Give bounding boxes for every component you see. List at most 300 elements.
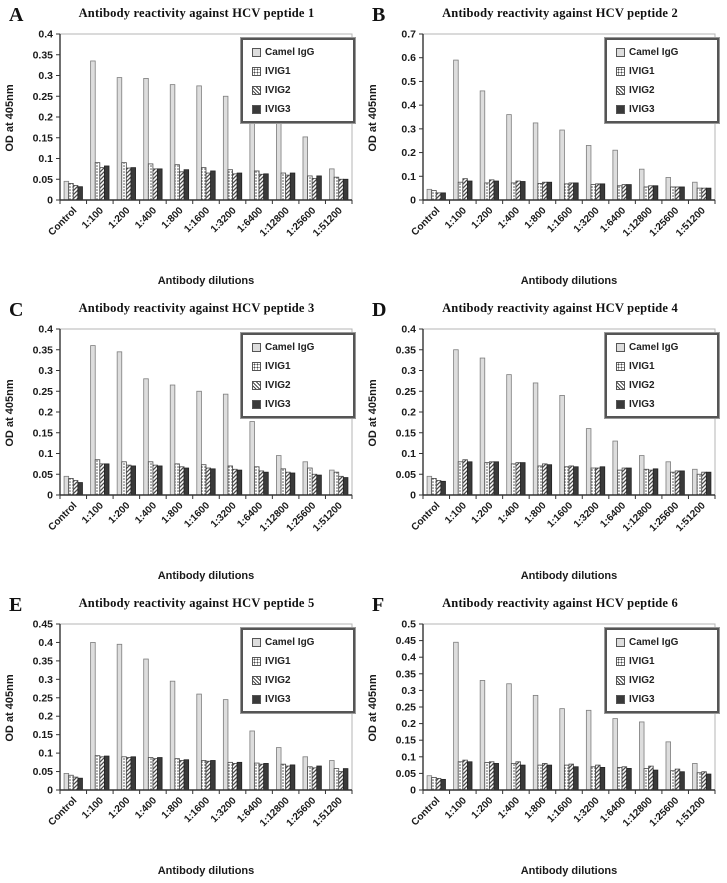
bar-ivig2 (542, 763, 547, 790)
bar-camel-igg (586, 429, 591, 495)
legend-label: IVIG2 (629, 85, 655, 96)
bar-ivig2 (436, 480, 441, 495)
x-tick-label: 1:1600 (182, 205, 213, 236)
bar-ivig1 (697, 773, 702, 790)
bar-ivig3 (706, 188, 711, 200)
bar-camel-igg (223, 394, 228, 495)
bar-camel-igg (117, 352, 122, 495)
bar-ivig3 (131, 168, 136, 200)
y-tick-label: 0.35 (32, 344, 53, 357)
bar-ivig3 (706, 774, 711, 790)
bar-ivig2 (463, 760, 468, 790)
y-tick-label: 0.3 (38, 673, 53, 686)
bar-ivig2 (233, 469, 238, 495)
legend-label: IVIG3 (265, 694, 291, 705)
y-tick-label: 0.3 (401, 684, 416, 697)
legend-label: IVIG2 (629, 380, 655, 391)
y-tick-label: 0.2 (38, 710, 53, 723)
bar-ivig3 (290, 473, 295, 495)
chart-title: Antibody reactivity against HCV peptide 2 (442, 6, 678, 20)
x-tick-label: 1:12800 (258, 500, 292, 535)
bar-ivig1 (148, 164, 153, 200)
legend-label: IVIG1 (629, 656, 655, 667)
bar-camel-igg (560, 709, 565, 790)
bar-ivig2 (286, 766, 291, 790)
bar-ivig1 (122, 462, 127, 495)
bar-ivig1 (148, 462, 153, 495)
bar-ivig2 (596, 468, 601, 495)
y-tick-label: 0.1 (38, 747, 53, 760)
legend-label: IVIG2 (629, 675, 655, 686)
legend-item (616, 66, 708, 77)
bar-ivig3 (78, 778, 83, 790)
legend (241, 38, 355, 123)
legend-item (616, 380, 708, 391)
y-tick-label: 0.25 (395, 385, 416, 398)
bar-ivig1 (228, 762, 233, 790)
bar-ivig2 (436, 778, 441, 790)
legend-label: IVIG2 (265, 380, 291, 391)
bar-ivig2 (153, 465, 158, 495)
bar-camel-igg (533, 695, 538, 790)
y-tick-label: 0.3 (38, 70, 53, 82)
bar-ivig3 (467, 762, 472, 790)
bar-ivig3 (494, 462, 499, 495)
bar-ivig1 (511, 763, 516, 790)
panel-letter: C (9, 299, 24, 321)
legend-item (252, 104, 344, 115)
bar-camel-igg (480, 680, 485, 790)
panel-letter: E (9, 594, 23, 616)
y-tick-label: 0.1 (401, 448, 416, 460)
x-tick-label: 1:51200 (311, 500, 345, 535)
bar-ivig2 (649, 186, 654, 200)
y-axis-label: OD at 405nm (367, 379, 379, 447)
bar-ivig2 (206, 468, 211, 495)
x-tick-label: 1:3200 (208, 795, 239, 826)
legend-item (252, 656, 344, 667)
x-tick-label: Control (46, 795, 80, 829)
y-tick-label: 0.5 (401, 75, 416, 88)
bar-ivig2 (489, 762, 494, 790)
chart-title: Antibody reactivity against HCV peptide 1 (78, 6, 315, 20)
x-tick-label: 1:100 (443, 795, 469, 822)
y-tick-label: 0.2 (401, 718, 416, 731)
bar-ivig3 (680, 471, 685, 495)
legend-swatch-ivig3 (616, 695, 625, 704)
bar-ivig2 (569, 764, 574, 790)
x-tick-label: 1:12800 (621, 795, 655, 830)
panel-letter: F (372, 594, 385, 616)
panel-b (363, 0, 727, 295)
legend-swatch-ivig2 (616, 676, 625, 685)
legend-label: IVIG1 (629, 361, 655, 372)
bar-camel-igg (586, 710, 591, 790)
bar-camel-igg (330, 169, 335, 200)
bar-camel-igg (507, 115, 512, 200)
bar-ivig3 (680, 772, 685, 790)
bar-ivig1 (308, 468, 313, 495)
bar-ivig2 (100, 168, 105, 200)
bar-ivig3 (343, 179, 348, 200)
legend-item (616, 399, 708, 410)
bar-camel-igg (144, 78, 149, 200)
x-tick-label: 1:3200 (571, 205, 602, 236)
y-tick-label: 0.1 (401, 751, 416, 764)
bar-ivig2 (339, 772, 344, 790)
legend-item (616, 694, 708, 705)
legend-item (616, 47, 708, 58)
bar-ivig2 (622, 767, 627, 790)
x-tick-label: 1:1600 (545, 795, 576, 826)
bar-ivig2 (702, 188, 707, 200)
x-tick-label: 1:400 (133, 205, 160, 232)
x-tick-label: 1:200 (469, 205, 496, 232)
bar-ivig3 (706, 472, 711, 495)
bar-ivig1 (644, 768, 649, 790)
bar-ivig1 (432, 777, 437, 790)
bar-ivig2 (542, 464, 547, 495)
x-tick-label: 1:1600 (545, 205, 576, 236)
bar-ivig3 (441, 193, 446, 200)
bar-ivig3 (467, 462, 472, 495)
bar-ivig3 (574, 767, 579, 790)
bar-ivig1 (334, 472, 339, 495)
legend-swatch-ivig2 (252, 676, 261, 685)
bar-ivig2 (73, 185, 78, 200)
bar-ivig1 (564, 467, 569, 495)
bar-ivig3 (184, 760, 189, 790)
bar-ivig1 (617, 186, 622, 200)
bar-ivig3 (211, 760, 216, 790)
bar-ivig2 (675, 471, 680, 495)
bar-ivig3 (494, 181, 499, 200)
panel-c (0, 295, 363, 590)
bar-camel-igg (507, 684, 512, 790)
bar-ivig3 (343, 769, 348, 790)
x-tick-label: 1:25600 (284, 795, 319, 830)
bar-camel-igg (64, 476, 69, 495)
legend-label: IVIG3 (629, 104, 655, 115)
bar-camel-igg (533, 383, 538, 495)
y-axis-label: OD at 405nm (4, 674, 16, 742)
panel-f (363, 590, 727, 883)
bar-ivig1 (458, 762, 463, 790)
bar-ivig3 (467, 181, 472, 200)
y-tick-label: 0.3 (401, 365, 416, 377)
bar-ivig2 (259, 764, 264, 790)
bar-ivig3 (237, 470, 242, 495)
y-tick-label: 0.6 (401, 52, 416, 65)
legend-label: IVIG1 (265, 656, 291, 667)
bar-ivig3 (78, 483, 83, 495)
legend-label: IVIG2 (265, 675, 291, 686)
y-tick-label: 0.35 (32, 49, 53, 62)
bar-camel-igg (693, 469, 698, 495)
bar-ivig3 (158, 466, 163, 495)
legend-item (616, 85, 708, 96)
bar-camel-igg (560, 395, 565, 495)
y-tick-label: 0.05 (32, 468, 53, 481)
x-tick-label: 1:800 (159, 500, 186, 527)
bar-ivig2 (153, 759, 158, 790)
legend-item (616, 656, 708, 667)
bar-ivig2 (179, 760, 184, 790)
x-axis-label: Antibody dilutions (157, 570, 255, 582)
x-tick-label: 1:800 (522, 795, 549, 822)
y-tick-label: 0 (410, 489, 416, 502)
x-tick-label: 1:400 (133, 500, 160, 527)
y-tick-label: 0.15 (395, 734, 416, 747)
bar-ivig2 (153, 169, 158, 200)
chart-title: Antibody reactivity against HCV peptide 4 (442, 301, 678, 315)
x-tick-label: 1:100 (80, 205, 106, 232)
bar-ivig1 (591, 767, 596, 790)
bar-ivig3 (653, 186, 658, 200)
y-axis-label: OD at 405nm (367, 84, 379, 152)
bar-ivig3 (104, 166, 109, 200)
bar-ivig1 (308, 176, 313, 200)
x-tick-label: 1:800 (159, 795, 186, 822)
bar-camel-igg (250, 422, 255, 495)
legend-swatch-camel-igg (616, 638, 625, 647)
bar-ivig1 (69, 183, 74, 200)
bar-camel-igg (64, 181, 69, 200)
bar-camel-igg (276, 748, 281, 790)
bar-camel-igg (91, 642, 96, 790)
bar-ivig1 (281, 469, 286, 495)
bar-ivig3 (521, 765, 526, 790)
x-tick-label: 1:400 (496, 795, 523, 822)
bar-camel-igg (639, 722, 644, 790)
bar-ivig3 (131, 466, 136, 495)
bar-ivig3 (494, 763, 499, 790)
bar-ivig3 (627, 468, 632, 495)
bar-camel-igg (223, 96, 228, 200)
bar-ivig1 (644, 187, 649, 200)
x-tick-label: 1:200 (469, 500, 496, 527)
legend-swatch-ivig1 (616, 362, 625, 371)
bar-ivig1 (458, 462, 463, 495)
bar-camel-igg (303, 137, 308, 200)
y-axis-label: OD at 405nm (4, 379, 16, 447)
y-tick-label: 0.25 (32, 90, 53, 103)
x-tick-label: Control (409, 500, 443, 534)
legend-item (252, 637, 344, 648)
bar-camel-igg (276, 456, 281, 495)
bar-ivig2 (649, 470, 654, 495)
bar-ivig2 (622, 468, 627, 495)
x-tick-label: 1:25600 (647, 500, 682, 535)
legend-swatch-ivig1 (252, 657, 261, 666)
bar-ivig3 (158, 169, 163, 200)
bar-ivig3 (131, 757, 136, 790)
bar-ivig2 (516, 463, 521, 495)
y-tick-label: 0.05 (32, 173, 53, 186)
bar-camel-igg (454, 350, 459, 495)
bar-camel-igg (533, 123, 538, 200)
bar-ivig3 (104, 464, 109, 495)
bar-ivig3 (317, 176, 322, 200)
bar-ivig2 (596, 765, 601, 790)
x-tick-label: Control (409, 205, 443, 239)
bar-camel-igg (560, 130, 565, 200)
bar-ivig3 (264, 174, 269, 200)
y-tick-label: 0.4 (38, 28, 53, 41)
bar-ivig1 (308, 767, 313, 790)
y-tick-label: 0.3 (38, 365, 53, 377)
y-tick-label: 0.1 (38, 153, 53, 165)
bar-ivig3 (521, 182, 526, 201)
bar-ivig3 (627, 768, 632, 790)
y-tick-label: 0 (47, 489, 53, 502)
bar-camel-igg (303, 462, 308, 495)
legend-item (252, 66, 344, 77)
bar-camel-igg (117, 644, 122, 790)
x-tick-label: 1:12800 (258, 795, 292, 830)
bar-ivig1 (511, 464, 516, 495)
bar-camel-igg (666, 177, 671, 200)
x-axis-label: Antibody dilutions (157, 865, 255, 877)
y-tick-label: 0.1 (401, 170, 416, 183)
bar-camel-igg (507, 375, 512, 495)
legend-swatch-ivig3 (252, 105, 261, 114)
bar-ivig1 (281, 764, 286, 790)
x-tick-label: 1:200 (106, 205, 133, 232)
bar-ivig2 (542, 182, 547, 200)
bar-camel-igg (586, 145, 591, 200)
bar-ivig1 (254, 467, 259, 495)
bar-camel-igg (639, 456, 644, 495)
y-tick-label: 0.15 (395, 427, 416, 440)
bar-camel-igg (454, 642, 459, 790)
bar-ivig2 (233, 763, 238, 790)
x-tick-label: 1:6400 (598, 500, 629, 531)
bar-ivig1 (69, 478, 74, 495)
bar-camel-igg (330, 760, 335, 790)
bar-ivig2 (233, 174, 238, 200)
x-tick-label: 1:51200 (674, 795, 708, 830)
bar-ivig3 (574, 183, 579, 200)
legend-swatch-camel-igg (252, 343, 261, 352)
x-tick-label: 1:200 (106, 500, 133, 527)
legend-label: IVIG2 (265, 85, 291, 96)
bar-ivig2 (100, 464, 105, 495)
bar-ivig2 (649, 766, 654, 790)
x-tick-label: Control (46, 205, 80, 239)
bar-ivig3 (547, 765, 552, 790)
legend-swatch-ivig3 (252, 695, 261, 704)
x-tick-label: 1:800 (522, 205, 549, 232)
bar-camel-igg (170, 681, 175, 790)
chart-title: Antibody reactivity against HCV peptide 3 (78, 301, 315, 315)
x-tick-label: 1:51200 (311, 205, 345, 240)
x-tick-label: 1:200 (469, 795, 496, 822)
legend-item (252, 361, 344, 372)
x-tick-label: 1:3200 (571, 795, 602, 826)
bar-ivig3 (237, 173, 242, 200)
y-tick-label: 0.15 (32, 427, 53, 440)
bar-ivig1 (564, 184, 569, 200)
bar-ivig3 (264, 763, 269, 790)
x-tick-label: 1:3200 (208, 500, 239, 531)
y-tick-label: 0.2 (38, 406, 53, 419)
x-axis-label: Antibody dilutions (520, 570, 618, 582)
bar-ivig1 (485, 762, 490, 790)
legend-swatch-ivig2 (252, 86, 261, 95)
y-axis-label: OD at 405nm (4, 84, 16, 152)
bar-ivig2 (259, 471, 264, 495)
legend-item (252, 47, 344, 58)
x-tick-label: 1:400 (496, 500, 523, 527)
bar-camel-igg (666, 462, 671, 495)
bar-ivig1 (228, 170, 233, 200)
legend-swatch-camel-igg (252, 638, 261, 647)
x-tick-label: 1:800 (159, 205, 186, 232)
x-tick-label: 1:12800 (621, 205, 655, 240)
bar-ivig2 (622, 185, 627, 200)
bar-ivig1 (175, 165, 180, 200)
x-tick-label: 1:12800 (621, 500, 655, 535)
bar-ivig2 (179, 172, 184, 200)
y-tick-label: 0.05 (395, 468, 416, 481)
bar-camel-igg (170, 85, 175, 200)
panel-d (363, 295, 727, 590)
y-tick-label: 0.35 (32, 655, 53, 668)
bar-ivig3 (317, 475, 322, 495)
x-tick-label: Control (409, 795, 443, 829)
legend (241, 333, 355, 418)
bar-ivig1 (254, 763, 259, 790)
panel-a (0, 0, 363, 295)
y-tick-label: 0.4 (38, 636, 53, 649)
legend-swatch-camel-igg (616, 48, 625, 57)
bar-ivig3 (211, 171, 216, 200)
bar-ivig1 (432, 191, 437, 200)
bar-ivig2 (463, 460, 468, 495)
bar-camel-igg (91, 61, 96, 200)
legend-item (252, 399, 344, 410)
bar-ivig1 (485, 463, 490, 495)
bar-ivig2 (259, 174, 264, 200)
bar-ivig1 (334, 769, 339, 790)
x-tick-label: 1:51200 (674, 500, 708, 535)
bar-ivig2 (286, 175, 291, 200)
bar-camel-igg (276, 121, 281, 200)
y-tick-label: 0.2 (401, 147, 416, 160)
y-tick-label: 0.7 (401, 28, 416, 41)
bar-ivig3 (343, 478, 348, 495)
bar-ivig1 (228, 466, 233, 495)
bar-camel-igg (330, 470, 335, 495)
bar-camel-igg (91, 346, 96, 495)
bar-camel-igg (480, 91, 485, 200)
bar-ivig3 (184, 170, 189, 200)
legend-label: IVIG1 (265, 361, 291, 372)
panel-e (0, 590, 363, 883)
bar-camel-igg (197, 694, 202, 790)
bar-ivig1 (671, 187, 676, 200)
bar-ivig2 (569, 466, 574, 495)
x-tick-label: 1:6400 (598, 795, 629, 826)
x-tick-label: 1:6400 (598, 205, 629, 236)
bar-camel-igg (613, 719, 618, 790)
bar-camel-igg (250, 731, 255, 790)
legend-label: Camel IgG (265, 47, 315, 58)
bar-ivig1 (511, 183, 516, 200)
bar-ivig1 (591, 185, 596, 200)
y-tick-label: 0.15 (32, 132, 53, 145)
